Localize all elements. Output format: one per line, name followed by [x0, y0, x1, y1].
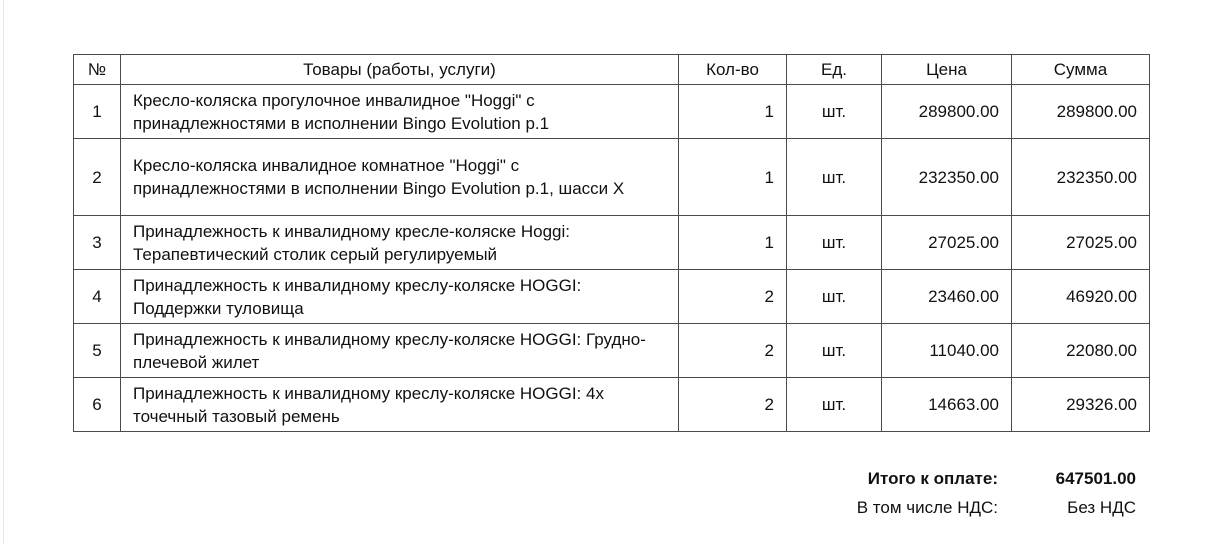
row-sum: 27025.00 — [1012, 216, 1150, 270]
total-value: 647501.00 — [1055, 469, 1136, 488]
header-unit: Ед. — [787, 55, 882, 85]
vat-value: Без НДС — [1067, 498, 1136, 517]
header-sum: Сумма — [1012, 55, 1150, 85]
row-sum: 22080.00 — [1012, 324, 1150, 378]
row-num: 6 — [74, 378, 121, 432]
row-price: 27025.00 — [882, 216, 1012, 270]
row-unit: шт. — [787, 216, 882, 270]
row-unit: шт. — [787, 85, 882, 139]
row-num: 2 — [74, 139, 121, 216]
row-sum: 232350.00 — [1012, 139, 1150, 216]
table-row — [74, 324, 1150, 378]
row-unit: шт. — [787, 378, 882, 432]
row-qty: 2 — [679, 324, 787, 378]
table-row — [74, 378, 1150, 432]
table-row — [74, 270, 1150, 324]
row-qty: 1 — [679, 139, 787, 216]
row-qty: 1 — [679, 216, 787, 270]
table-row — [74, 85, 1150, 139]
row-qty: 1 — [679, 85, 787, 139]
row-sum: 46920.00 — [1012, 270, 1150, 324]
row-price: 289800.00 — [882, 85, 1012, 139]
row-name: Кресло-коляска прогулочное инвалидное "Hoggi" с принадлежностями в исполнении Bingo Evolution р.1 — [121, 85, 679, 139]
total-label: Итого к оплате: — [867, 469, 998, 488]
row-sum: 29326.00 — [1012, 378, 1150, 432]
row-price: 232350.00 — [882, 139, 1012, 216]
row-num: 3 — [74, 216, 121, 270]
row-name: Принадлежность к инвалидному креслу-коляске HOGGI: Поддержки туловища — [121, 270, 679, 324]
row-name: Принадлежность к инвалидному креслу-коляске HOGGI: 4x точечный тазовый ремень — [121, 378, 679, 432]
row-unit: шт. — [787, 270, 882, 324]
row-name: Принадлежность к инвалидному креслу-коляске HOGGI: Грудно-плечевой жилет — [121, 324, 679, 378]
page-edge-divider — [3, 0, 4, 544]
goods-table — [73, 54, 1150, 432]
row-num: 1 — [74, 85, 121, 139]
row-qty: 2 — [679, 378, 787, 432]
header-num: № — [74, 55, 121, 85]
vat-row — [700, 493, 1136, 522]
row-qty: 2 — [679, 270, 787, 324]
row-price: 14663.00 — [882, 378, 1012, 432]
row-sum: 289800.00 — [1012, 85, 1150, 139]
table-header-row — [74, 55, 1150, 85]
row-unit: шт. — [787, 324, 882, 378]
header-price: Цена — [882, 55, 1012, 85]
table-row — [74, 139, 1150, 216]
row-price: 11040.00 — [882, 324, 1012, 378]
row-name: Кресло-коляска инвалидное комнатное "Hoggi" с принадлежностями в исполнении Bingo Evolution р.1, шасси X — [121, 139, 679, 216]
row-num: 5 — [74, 324, 121, 378]
header-name: Товары (работы, услуги) — [121, 55, 679, 85]
row-num: 4 — [74, 270, 121, 324]
header-qty: Кол-во — [679, 55, 787, 85]
totals-block — [700, 464, 1136, 522]
row-price: 23460.00 — [882, 270, 1012, 324]
table-row — [74, 216, 1150, 270]
row-name: Принадлежность к инвалидному кресле-коляске Hoggi: Терапевтический столик серый регулируемый — [121, 216, 679, 270]
vat-label: В том числе НДС: — [856, 498, 998, 517]
total-row — [700, 464, 1136, 493]
row-unit: шт. — [787, 139, 882, 216]
